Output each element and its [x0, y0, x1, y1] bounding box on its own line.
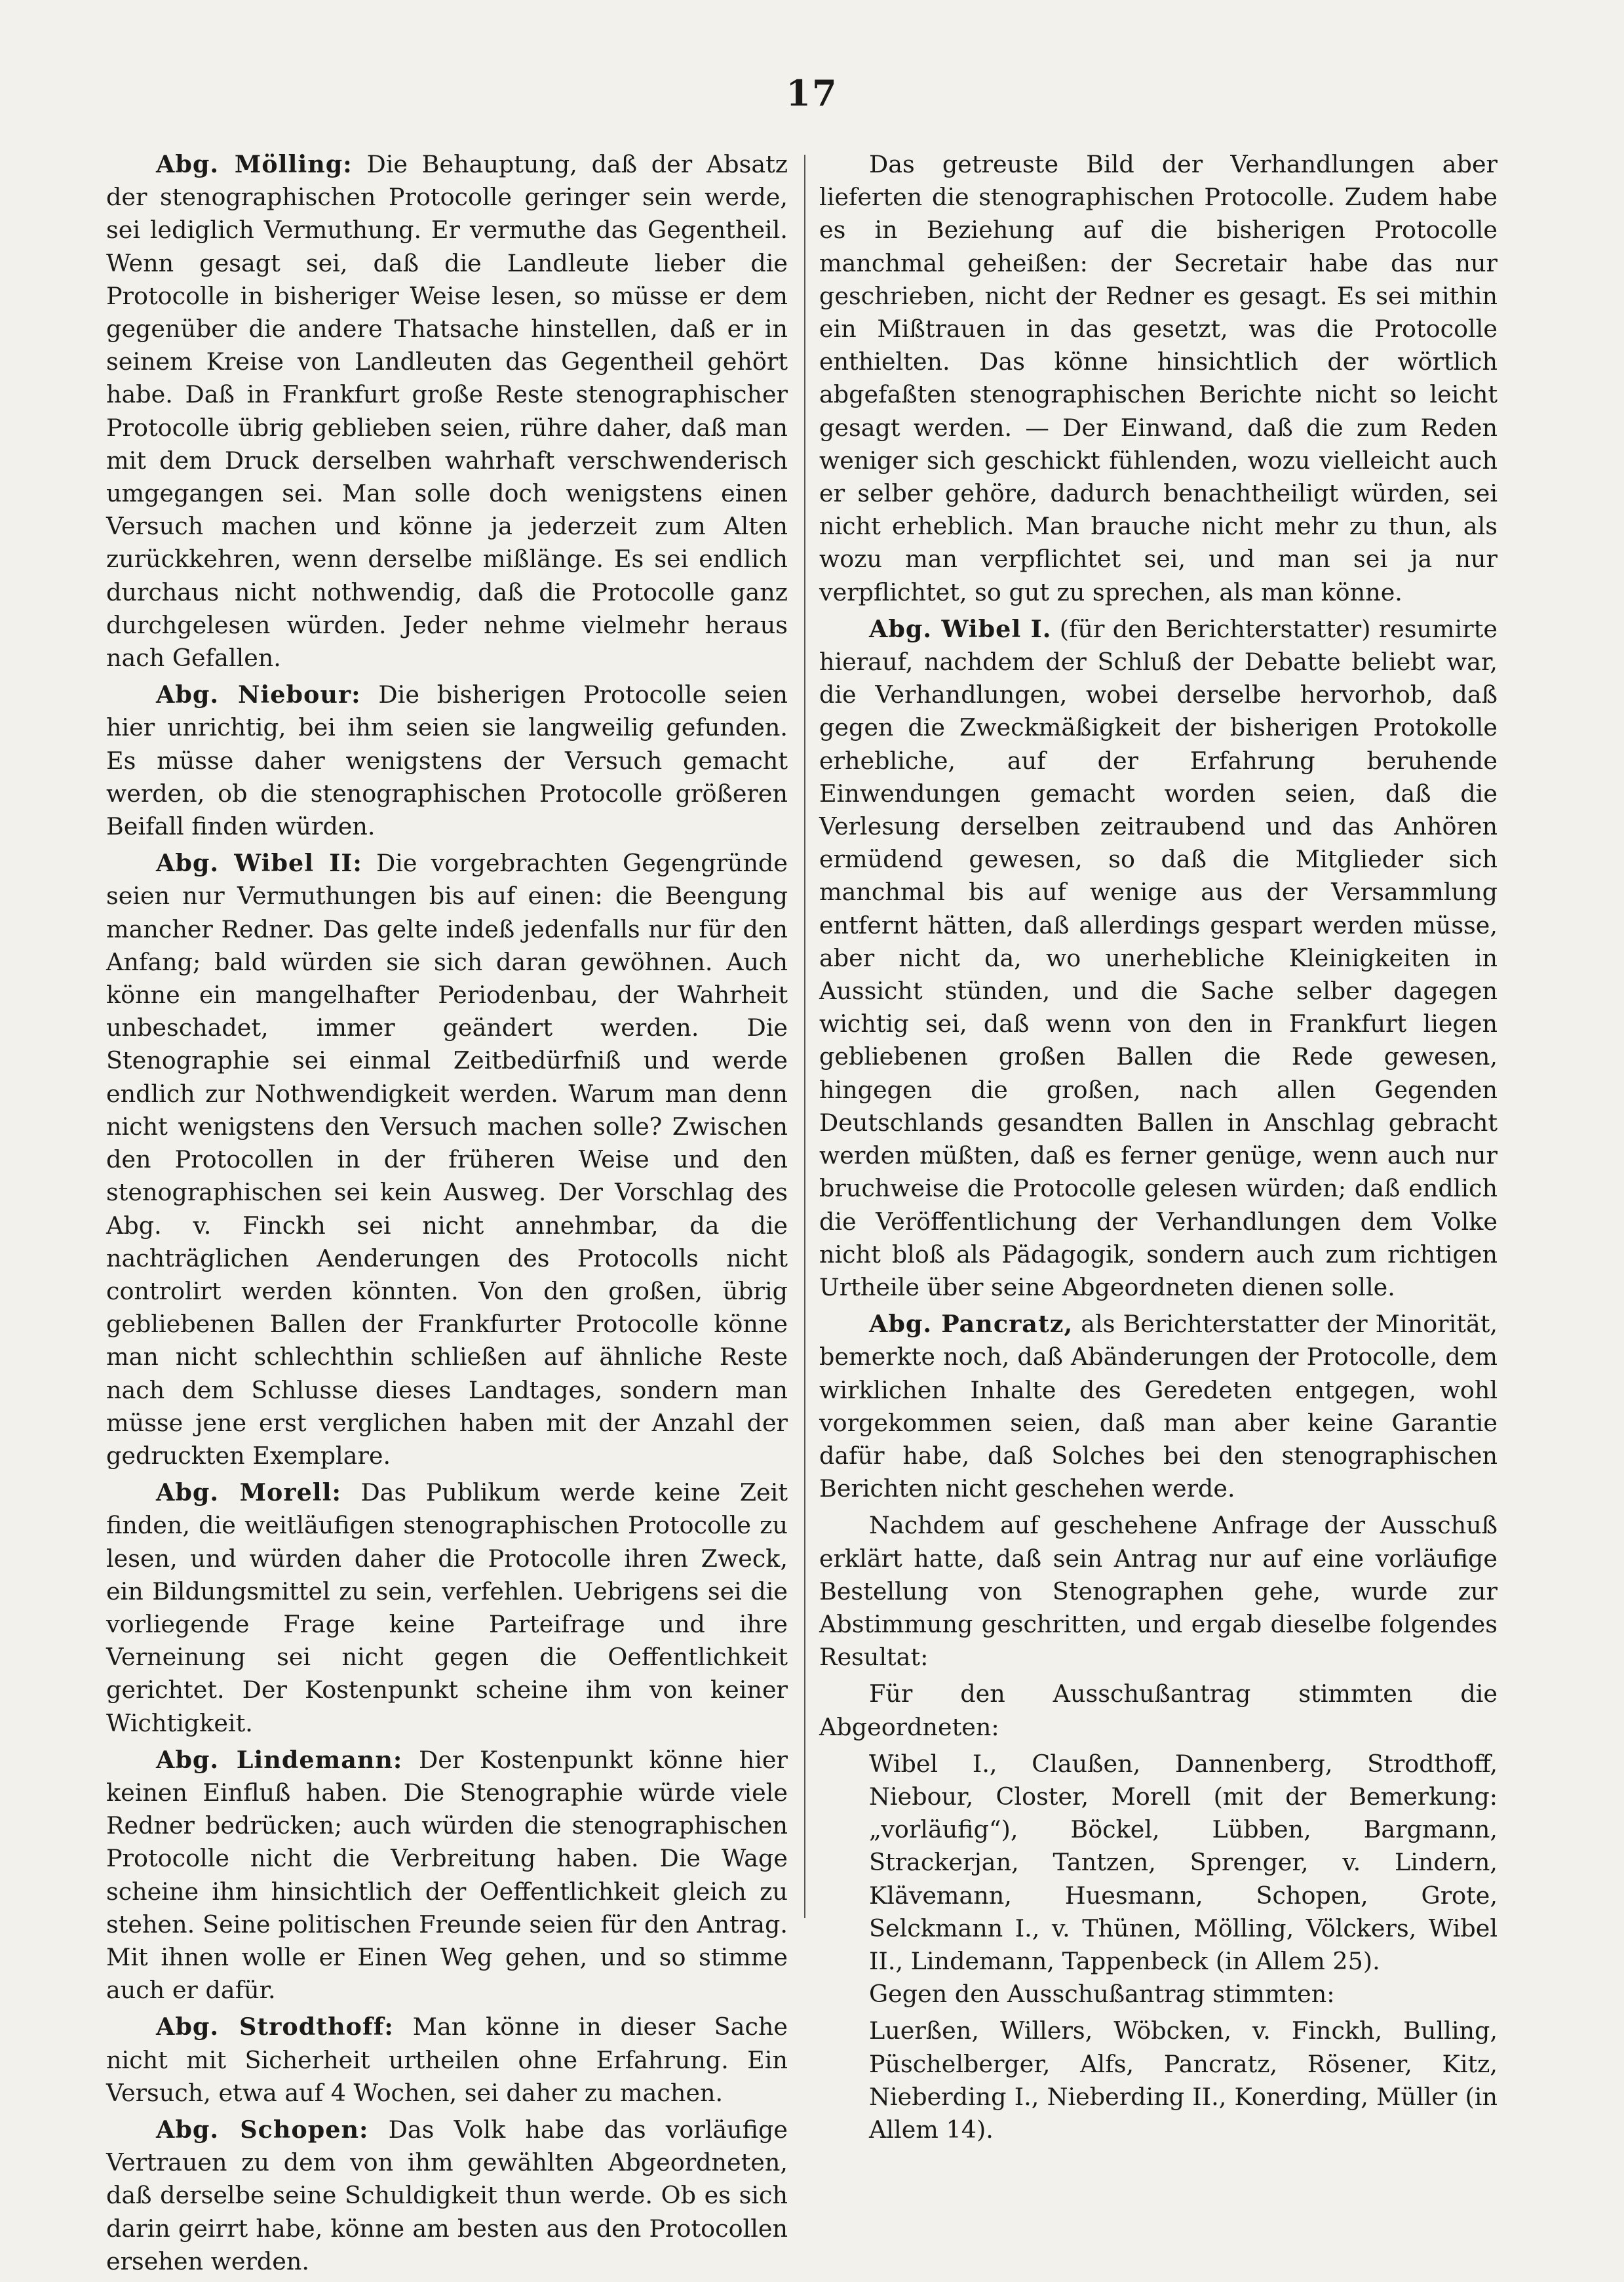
speech-text: Das Volk habe das vorläufige Vertrauen zu dem von ihm gewählten Abgeordneten, daß derselbe seine Schuldigkeit thun werde. Ob es sich darin geirrt habe, könne am besten aus den Protocollen ersehen werden. — [106, 2115, 788, 2275]
speaker-name: Abg. Wibel II: — [156, 849, 362, 878]
page-number: 17 — [786, 72, 838, 114]
speaker-name: Abg. Lindemann: — [156, 1745, 403, 1774]
speech-paragraph — [106, 1744, 788, 2007]
speech-paragraph — [106, 2011, 788, 2110]
speaker-name: Abg. Morell: — [156, 1478, 342, 1507]
speech-text: Das Publikum werde keine Zeit finden, die weitläufigen stenographischen Protocolle zu lesen, und würden daher die Protocolle ihren Zweck, ein Bildungsmittel zu sein, verfehlen. Uebrigens sei die vorliegende Frage keine Parteifrage und ihre Verneinung sei nicht gegen die Oeffentlichkeit gerichtet. Der Kostenpunkt scheine ihm von keiner Wichtigkeit. — [106, 1478, 788, 1737]
speech-text: Man könne in dieser Sache nicht mit Sicherheit urtheilen ohne Erfahrung. Ein Versuch, etwa auf 4 Wochen, sei daher zu machen. — [106, 2013, 788, 2107]
speaker-name: Abg. Pancratz, — [869, 1310, 1073, 1339]
speech-paragraph — [106, 148, 788, 675]
vote-intro: Nachdem auf geschehene Anfrage der Ausschuß erklärt hatte, daß sein Antrag nur auf eine vorläufige Bestellung von Stenographen gehe, wurde zur Abstimmung geschritten, und ergab dieselbe folgendes Resultat: — [819, 1511, 1498, 1672]
column-divider — [804, 155, 805, 1918]
speaker-name: Abg. Strodthoff: — [156, 2013, 394, 2041]
speech-continuation: Das getreuste Bild der Verhandlungen aber lieferten die stenographischen Protocolle. Zudem habe es in Beziehung auf die bisherigen Protocolle manchmal geheißen: der Secretair habe das nur geschrieben, nicht der Redner es gesagt. Es sei mithin ein Mißtrauen in das gesetzt, was die Protocolle enthielten. Das könne hinsichtlich der wörtlich abgefaßten stenographischen Berichte nicht so leicht gesagt werden. — Der Einwand, daß die zum Reden weniger sich geschickt fühlenden, wozu vielleicht auch er selber gehöre, dadurch benachtheiligt würden, sei nicht erheblich. Man brauche nicht mehr zu thun, als wozu man verpflichtet sei, und man sei ja nur verpflichtet, so gut zu sprechen, als man könne. — [819, 150, 1498, 606]
left-column — [106, 148, 788, 2282]
speech-text: als Berichterstatter der Minorität, bemerkte noch, daß Abänderungen der Protocolle, dem wirklichen Inhalte des Geredeten entgegen, wohl vorgekommen seien, daß man aber keine Garantie dafür habe, daß Solches bei den stenographischen Berichten nicht geschehen werde. — [819, 1310, 1498, 1503]
speech-paragraph — [106, 847, 788, 1472]
speech-paragraph — [106, 1476, 788, 1740]
speaker-name: Abg. Niebour: — [156, 680, 361, 709]
speaker-name: Abg. Schopen: — [156, 2115, 369, 2144]
right-column — [819, 148, 1498, 2146]
speech-paragraph — [106, 2114, 788, 2278]
speaker-name: Abg. Wibel I. — [869, 614, 1052, 643]
speech-text: Die bisherigen Protocolle seien hier unrichtig, bei ihm seien sie langweilig gefunden. Es müsse daher wenigstens der Versuch gemacht werden, ob die stenographischen Protocolle größeren Beifall finden würden. — [106, 680, 788, 841]
speech-text: Der Kostenpunkt könne hier keinen Einfluß haben. Die Stenographie würde viele Redner bedrücken; auch würden die stenographischen Protocolle nicht die Verbreitung haben. Die Wage scheine ihm hinsichtlich der Oeffentlichkeit gleich zu stehen. Seine politischen Freunde seien für den Antrag. Mit ihnen wolle er Einen Weg gehen, und so stimme auch er dafür. — [106, 1745, 788, 2005]
speaker-name: Abg. Mölling: — [156, 150, 353, 178]
speech-text: Die vorgebrachten Gegengründe seien nur Vermuthungen bis auf einen: die Beengung mancher Redner. Das gelte indeß jedenfalls nur für den Anfang; bald würden sie sich daran gewöhnen. Auch könne ein mangelhafter Periodenbau, der Wahrheit unbeschadet, immer geändert werden. Die Stenographie sei einmal Zeitbedürfniß und werde endlich zur Nothwendigkeit werden. Warum man denn nicht wenigstens den Versuch machen solle? Zwischen den Protocollen in der früheren Weise und den stenographischen sei kein Ausweg. Der Vorschlag des Abg. v. Finckh sei nicht annehmbar, da die nachträglichen Aenderungen des Protocolls nicht controlirt werden könnten. Von den großen, übrig gebliebenen Ballen der Frankfurter Protocolle könne man nicht schlechthin schließen auf ähnliche Reste nach dem Schlusse dieses Landtages, sondern man müsse jene erst verglichen haben mit der Anzahl der gedruckten Exemplare. — [106, 849, 788, 1470]
speech-paragraph — [819, 1308, 1498, 1505]
vote-against-list: Luerßen, Willers, Wöbcken, v. Finckh, Bulling, Püschelberger, Alfs, Pancratz, Rösener, Kitz, Nieberding I., Nieberding II., Konerding, Müller (in Allem 14). — [869, 2016, 1498, 2144]
speech-paragraph — [819, 613, 1498, 1304]
vote-for-list: Wibel I., Claußen, Dannenberg, Strodthoff, Niebour, Closter, Morell (mit der Bemerkung: „vorläufig“), Böckel, Lübben, Bargmann, Strackerjan, Tantzen, Sprenger, v. Lindern, Klävemann, Huesmann, Schopen, Grote, Selckmann I., v. Thünen, Mölling, Völckers, Wibel II., Lindemann, Tappenbeck (in Allem 25). — [869, 1749, 1498, 1975]
speech-text: Die Behauptung, daß der Absatz der stenographischen Protocolle geringer sein werde, sei lediglich Vermuthung. Er vermuthe das Gegentheil. Wenn gesagt sei, daß die Landleute lieber die Protocolle in bisheriger Weise lesen, so müsse er dem gegenüber die andere Thatsache hinstellen, daß er in seinem Kreise von Landleuten das Gegentheil gehört habe. Daß in Frankfurt große Reste stenographischer Protocolle übrig geblieben seien, rühre daher, daß man mit dem Druck derselben wahrhaft verschwenderisch umgegangen sei. Man solle doch wenigstens einen Versuch machen und könne ja jederzeit zum Alten zurückkehren, wenn derselbe mißlänge. Es sei endlich durchaus nicht nothwendig, daß die Protocolle ganz durchgelesen würden. Jeder nehme vielmehr heraus nach Gefallen. — [106, 150, 788, 673]
vote-for-heading: Für den Ausschußantrag stimmten die Abgeordneten: — [819, 1680, 1498, 1741]
speech-text: (für den Berichterstatter) resumirte hierauf, nachdem der Schluß der Debatte beliebt war, die Verhandlungen, wobei derselbe hervorhob, daß gegen die Zweckmäßigkeit der bisherigen Protokolle erhebliche, auf der Erfahrung beruhende Einwendungen gemacht worden seien, daß die Verlesung derselben zeitraubend und das Anhören ermüdend gewesen, so daß die Mitglieder sich manchmal bis auf wenige aus der Versammlung entfernt hätten, daß allerdings gespart werden müsse, aber nicht da, wo unerhebliche Kleinigkeiten in Aussicht stünden, und die Sache selber dagegen wichtig sei, daß wenn von den in Frankfurt liegen gebliebenen großen Ballen die Rede gewesen, hingegen die großen, nach allen Gegenden Deutschlands gesandten Ballen in Anschlag gebracht werden müßten, daß es ferner genüge, wenn auch nur bruchweise die Protocolle gelesen würden; daß endlich die Veröffentlichung der Verhandlungen dem Volke nicht bloß als Pädagogik, sondern auch zum richtigen Urtheile über seine Abgeordneten dienen solle. — [819, 614, 1498, 1301]
speech-paragraph — [106, 679, 788, 843]
vote-against-heading: Gegen den Ausschußantrag stimmten: — [869, 1980, 1335, 2009]
